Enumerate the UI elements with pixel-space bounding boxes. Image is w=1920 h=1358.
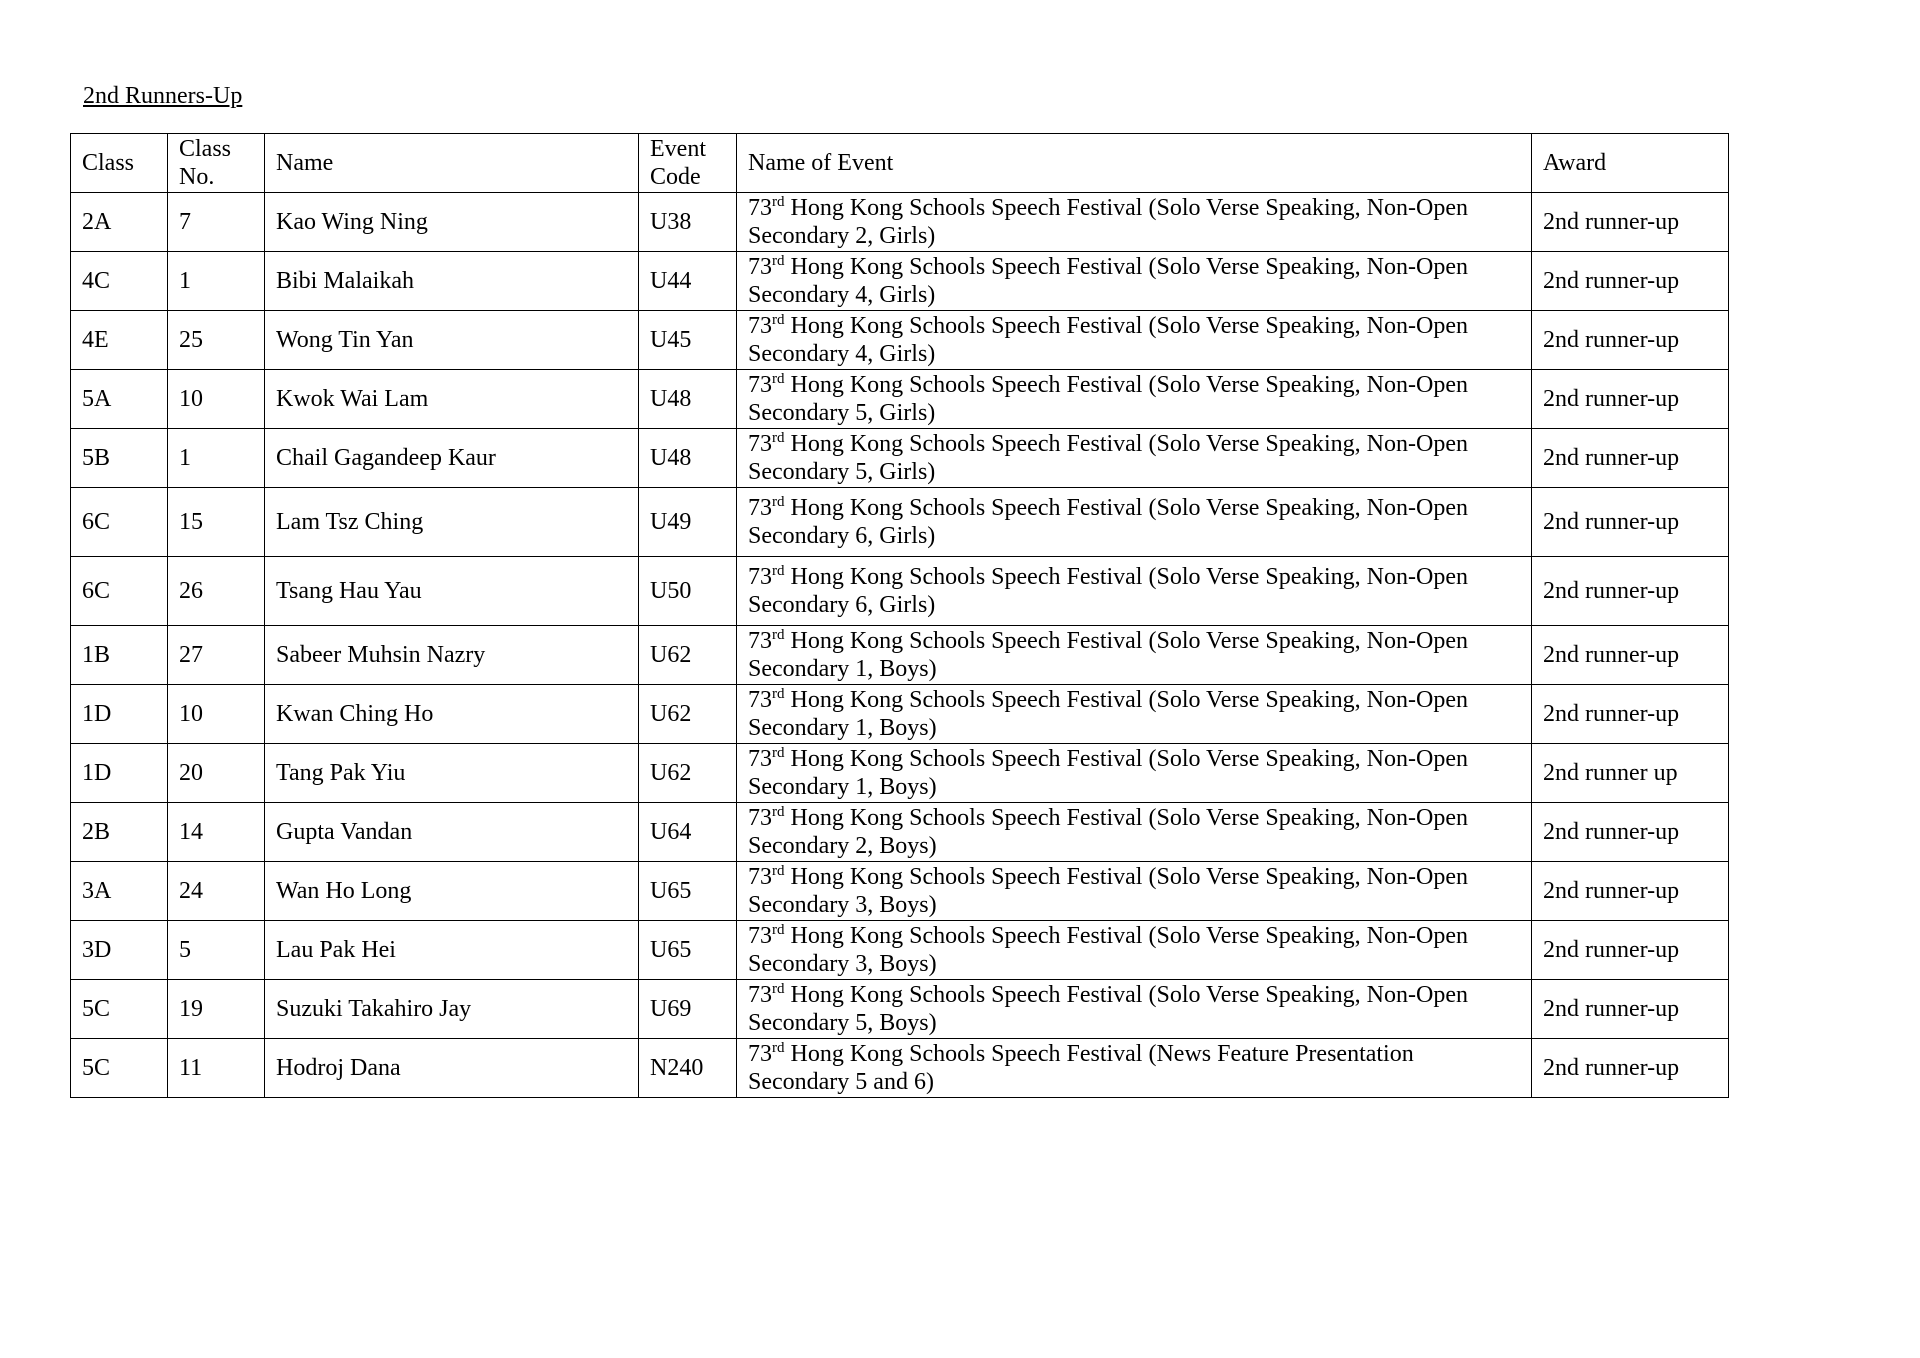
- cell-event-name: [737, 488, 1532, 557]
- cell-award: 2nd runner-up: [1532, 685, 1729, 744]
- event-ordinal: 73: [748, 923, 772, 949]
- cell-name: Gupta Vandan: [265, 803, 639, 862]
- cell-event-code: U65: [639, 921, 737, 980]
- cell-event-code: U48: [639, 370, 737, 429]
- cell-class: 5C: [71, 980, 168, 1039]
- event-name-text: Hong Kong Schools Speech Festival (Solo Verse Speaking, Non-Open Secondary 2, Girls): [748, 195, 1468, 249]
- cell-class: 3A: [71, 862, 168, 921]
- event-ordinal: 73: [748, 1041, 772, 1067]
- table-body: [71, 193, 1729, 1098]
- cell-event-name: [737, 311, 1532, 370]
- cell-event-name: [737, 626, 1532, 685]
- event-ordinal: 73: [748, 431, 772, 457]
- cell-name: Bibi Malaikah: [265, 252, 639, 311]
- cell-event-code: U62: [639, 626, 737, 685]
- event-ordinal-suffix: rd: [772, 312, 785, 328]
- results-table: [70, 133, 1729, 1098]
- event-ordinal: 73: [748, 564, 772, 590]
- table-row: [71, 429, 1729, 488]
- event-name-text: Hong Kong Schools Speech Festival (Solo Verse Speaking, Non-Open Secondary 1, Boys): [748, 746, 1468, 800]
- event-ordinal: 73: [748, 495, 772, 521]
- event-ordinal-suffix: rd: [772, 194, 785, 210]
- cell-name: Wan Ho Long: [265, 862, 639, 921]
- cell-name: Kwan Ching Ho: [265, 685, 639, 744]
- cell-event-name: [737, 744, 1532, 803]
- cell-award: 2nd runner-up: [1532, 921, 1729, 980]
- event-name-text: Hong Kong Schools Speech Festival (Solo Verse Speaking, Non-Open Secondary 3, Boys): [748, 923, 1468, 977]
- event-ordinal-suffix: rd: [772, 745, 785, 761]
- event-name-text: Hong Kong Schools Speech Festival (Solo Verse Speaking, Non-Open Secondary 5, Girls): [748, 431, 1468, 485]
- cell-class-no: 14: [168, 803, 265, 862]
- cell-class-no: 27: [168, 626, 265, 685]
- event-ordinal-suffix: rd: [772, 371, 785, 387]
- cell-award: 2nd runner-up: [1532, 1039, 1729, 1098]
- cell-class: 5B: [71, 429, 168, 488]
- cell-class: 3D: [71, 921, 168, 980]
- cell-award: 2nd runner up: [1532, 744, 1729, 803]
- table-row: [71, 744, 1729, 803]
- table-row: [71, 252, 1729, 311]
- header-award: Award: [1532, 134, 1729, 193]
- event-name-text: Hong Kong Schools Speech Festival (Solo Verse Speaking, Non-Open Secondary 6, Girls): [748, 495, 1468, 549]
- cell-award: 2nd runner-up: [1532, 626, 1729, 685]
- event-ordinal: 73: [748, 746, 772, 772]
- event-ordinal-suffix: rd: [772, 686, 785, 702]
- cell-class-no: 1: [168, 252, 265, 311]
- cell-event-name: [737, 370, 1532, 429]
- cell-event-code: U45: [639, 311, 737, 370]
- cell-event-code: U69: [639, 980, 737, 1039]
- event-ordinal: 73: [748, 982, 772, 1008]
- cell-name: Kao Wing Ning: [265, 193, 639, 252]
- cell-class-no: 20: [168, 744, 265, 803]
- cell-class-no: 26: [168, 557, 265, 626]
- cell-award: 2nd runner-up: [1532, 370, 1729, 429]
- event-ordinal-suffix: rd: [772, 563, 785, 579]
- cell-class-no: 7: [168, 193, 265, 252]
- cell-class-no: 1: [168, 429, 265, 488]
- cell-event-code: U48: [639, 429, 737, 488]
- table-header-row: [71, 134, 1729, 193]
- event-ordinal: 73: [748, 687, 772, 713]
- table-row: [71, 488, 1729, 557]
- cell-class: 2B: [71, 803, 168, 862]
- table-row: [71, 626, 1729, 685]
- table-row: [71, 193, 1729, 252]
- table-row: [71, 557, 1729, 626]
- cell-award: 2nd runner-up: [1532, 862, 1729, 921]
- header-name: Name: [265, 134, 639, 193]
- cell-award: 2nd runner-up: [1532, 980, 1729, 1039]
- cell-class-no: 24: [168, 862, 265, 921]
- cell-class: 1D: [71, 685, 168, 744]
- cell-class: 1B: [71, 626, 168, 685]
- cell-event-code: U44: [639, 252, 737, 311]
- cell-class: 5C: [71, 1039, 168, 1098]
- event-ordinal-suffix: rd: [772, 494, 785, 510]
- page-heading: 2nd Runners-Up: [83, 83, 243, 109]
- cell-event-name: [737, 980, 1532, 1039]
- cell-class: 6C: [71, 557, 168, 626]
- cell-event-code: U64: [639, 803, 737, 862]
- table-row: [71, 685, 1729, 744]
- cell-event-name: [737, 921, 1532, 980]
- table-row: [71, 370, 1729, 429]
- event-name-text: Hong Kong Schools Speech Festival (Solo Verse Speaking, Non-Open Secondary 2, Boys): [748, 805, 1468, 859]
- cell-class: 4C: [71, 252, 168, 311]
- cell-award: 2nd runner-up: [1532, 193, 1729, 252]
- cell-event-code: U62: [639, 744, 737, 803]
- table-row: [71, 921, 1729, 980]
- event-ordinal: 73: [748, 254, 772, 280]
- cell-class: 6C: [71, 488, 168, 557]
- event-ordinal: 73: [748, 628, 772, 654]
- cell-event-name: [737, 685, 1532, 744]
- cell-name: Hodroj Dana: [265, 1039, 639, 1098]
- event-name-text: Hong Kong Schools Speech Festival (News Feature Presentation Secondary 5 and 6): [748, 1041, 1414, 1095]
- header-event-name: Name of Event: [737, 134, 1532, 193]
- cell-class: 1D: [71, 744, 168, 803]
- cell-class-no: 5: [168, 921, 265, 980]
- event-ordinal-suffix: rd: [772, 430, 785, 446]
- event-ordinal: 73: [748, 313, 772, 339]
- table-row: [71, 803, 1729, 862]
- cell-event-code: U62: [639, 685, 737, 744]
- cell-event-code: U38: [639, 193, 737, 252]
- cell-award: 2nd runner-up: [1532, 488, 1729, 557]
- event-ordinal-suffix: rd: [772, 627, 785, 643]
- cell-name: Suzuki Takahiro Jay: [265, 980, 639, 1039]
- cell-event-name: [737, 429, 1532, 488]
- cell-award: 2nd runner-up: [1532, 429, 1729, 488]
- cell-name: Lau Pak Hei: [265, 921, 639, 980]
- event-name-text: Hong Kong Schools Speech Festival (Solo Verse Speaking, Non-Open Secondary 6, Girls): [748, 564, 1468, 618]
- cell-class: 5A: [71, 370, 168, 429]
- header-class: Class: [71, 134, 168, 193]
- cell-class: 4E: [71, 311, 168, 370]
- event-ordinal-suffix: rd: [772, 804, 785, 820]
- cell-event-name: [737, 1039, 1532, 1098]
- event-name-text: Hong Kong Schools Speech Festival (Solo Verse Speaking, Non-Open Secondary 4, Girls): [748, 313, 1468, 367]
- cell-event-name: [737, 862, 1532, 921]
- event-name-text: Hong Kong Schools Speech Festival (Solo Verse Speaking, Non-Open Secondary 5, Girls): [748, 372, 1468, 426]
- table-row: [71, 980, 1729, 1039]
- cell-name: Wong Tin Yan: [265, 311, 639, 370]
- cell-class-no: 25: [168, 311, 265, 370]
- cell-award: 2nd runner-up: [1532, 557, 1729, 626]
- event-ordinal-suffix: rd: [772, 253, 785, 269]
- cell-event-name: [737, 193, 1532, 252]
- event-ordinal: 73: [748, 195, 772, 221]
- cell-name: Chail Gagandeep Kaur: [265, 429, 639, 488]
- cell-class-no: 11: [168, 1039, 265, 1098]
- cell-class: 2A: [71, 193, 168, 252]
- event-ordinal: 73: [748, 805, 772, 831]
- event-name-text: Hong Kong Schools Speech Festival (Solo Verse Speaking, Non-Open Secondary 1, Boys): [748, 687, 1468, 741]
- cell-class-no: 10: [168, 685, 265, 744]
- header-event-code: Event Code: [639, 134, 737, 193]
- event-ordinal-suffix: rd: [772, 1040, 785, 1056]
- cell-event-code: U49: [639, 488, 737, 557]
- header-class-no: Class No.: [168, 134, 265, 193]
- event-ordinal: 73: [748, 372, 772, 398]
- event-name-text: Hong Kong Schools Speech Festival (Solo Verse Speaking, Non-Open Secondary 5, Boys): [748, 982, 1468, 1036]
- event-name-text: Hong Kong Schools Speech Festival (Solo Verse Speaking, Non-Open Secondary 4, Girls): [748, 254, 1468, 308]
- event-ordinal-suffix: rd: [772, 981, 785, 997]
- table-row: [71, 862, 1729, 921]
- cell-event-name: [737, 803, 1532, 862]
- event-ordinal-suffix: rd: [772, 922, 785, 938]
- cell-name: Tsang Hau Yau: [265, 557, 639, 626]
- event-name-text: Hong Kong Schools Speech Festival (Solo Verse Speaking, Non-Open Secondary 1, Boys): [748, 628, 1468, 682]
- cell-event-name: [737, 557, 1532, 626]
- cell-name: Sabeer Muhsin Nazry: [265, 626, 639, 685]
- event-ordinal: 73: [748, 864, 772, 890]
- cell-name: Tang Pak Yiu: [265, 744, 639, 803]
- cell-award: 2nd runner-up: [1532, 311, 1729, 370]
- event-ordinal-suffix: rd: [772, 863, 785, 879]
- event-name-text: Hong Kong Schools Speech Festival (Solo Verse Speaking, Non-Open Secondary 3, Boys): [748, 864, 1468, 918]
- table-row: [71, 1039, 1729, 1098]
- cell-award: 2nd runner-up: [1532, 803, 1729, 862]
- cell-class-no: 10: [168, 370, 265, 429]
- cell-class-no: 19: [168, 980, 265, 1039]
- cell-event-code: U65: [639, 862, 737, 921]
- cell-award: 2nd runner-up: [1532, 252, 1729, 311]
- cell-name: Lam Tsz Ching: [265, 488, 639, 557]
- table-row: [71, 311, 1729, 370]
- cell-event-code: U50: [639, 557, 737, 626]
- cell-event-code: N240: [639, 1039, 737, 1098]
- cell-class-no: 15: [168, 488, 265, 557]
- cell-name: Kwok Wai Lam: [265, 370, 639, 429]
- cell-event-name: [737, 252, 1532, 311]
